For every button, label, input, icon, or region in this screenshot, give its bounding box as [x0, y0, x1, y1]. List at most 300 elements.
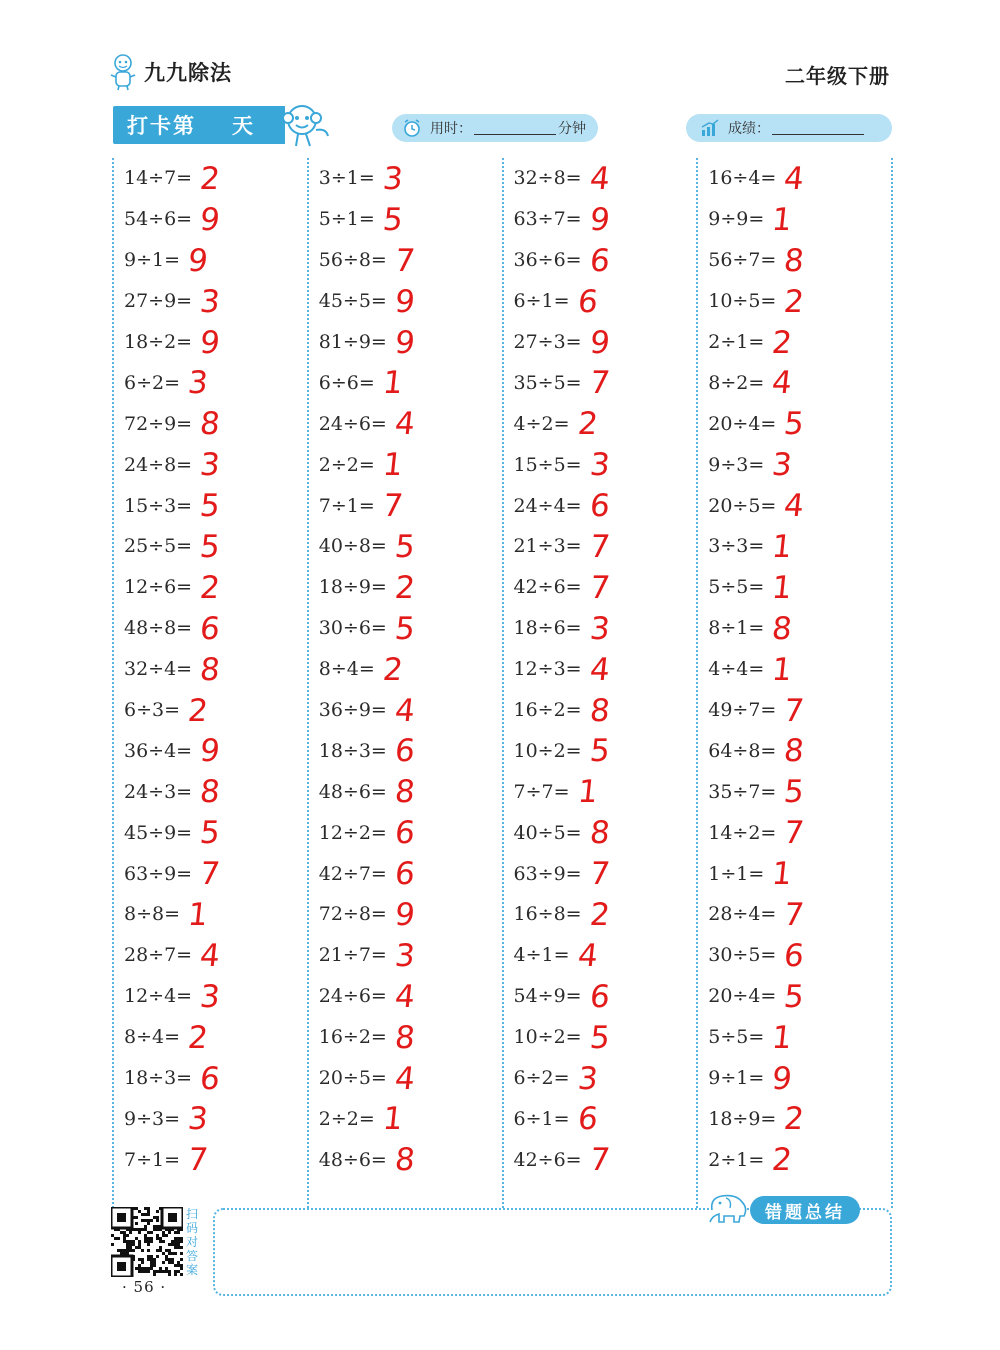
handwritten-answer[interactable]: 1 — [770, 201, 794, 238]
checkin-day-badge — [113, 106, 285, 144]
handwritten-answer[interactable]: 1 — [380, 365, 405, 402]
handwritten-answer[interactable]: 7 — [186, 1142, 210, 1179]
exercise-row — [514, 444, 697, 485]
division-question: 30÷5= — [708, 944, 777, 967]
division-question: 63÷9= — [124, 862, 193, 885]
exercise-row — [514, 608, 697, 649]
handwritten-answer[interactable]: 7 — [587, 856, 612, 893]
division-question: 81÷9= — [318, 331, 387, 353]
exercise-row — [124, 1058, 307, 1099]
division-question: 21÷3= — [513, 535, 582, 558]
exercise-row — [708, 322, 891, 363]
exercise-row — [319, 935, 502, 976]
division-question: 54÷6= — [124, 208, 193, 231]
exercise-row — [514, 690, 697, 731]
division-question: 16÷4= — [708, 167, 777, 190]
exercise-row — [124, 158, 307, 199]
division-question: 24÷6= — [318, 412, 387, 435]
handwritten-answer[interactable]: 7 — [198, 856, 222, 893]
handwritten-answer[interactable]: 5 — [380, 201, 405, 238]
handwritten-answer[interactable]: 2 — [393, 569, 417, 606]
division-question: 42÷6= — [513, 1148, 582, 1171]
handwritten-answer[interactable]: 7 — [782, 896, 807, 933]
handwritten-answer[interactable]: 7 — [587, 365, 612, 402]
exercise-row — [319, 730, 502, 771]
handwritten-answer[interactable]: 4 — [198, 937, 222, 974]
exercise-row — [708, 1017, 891, 1058]
division-question: 20÷4= — [708, 412, 777, 435]
division-question: 72÷8= — [318, 903, 387, 926]
division-question: 2÷2= — [318, 453, 375, 476]
division-question: 5÷5= — [708, 576, 765, 599]
handwritten-answer[interactable]: 1 — [770, 569, 794, 606]
exercise-row — [319, 976, 502, 1017]
exercise-column-3 — [502, 158, 697, 1208]
division-question: 8÷8= — [124, 903, 181, 926]
exercise-row — [708, 894, 891, 935]
handwritten-answer[interactable]: 6 — [782, 937, 807, 974]
division-question: 48÷6= — [318, 780, 387, 803]
exercise-row — [514, 894, 697, 935]
division-question: 2÷2= — [318, 1107, 375, 1130]
exercise-row — [319, 608, 502, 649]
handwritten-answer[interactable]: 2 — [186, 1019, 210, 1056]
handwritten-answer[interactable]: 6 — [393, 815, 417, 852]
exercise-row — [708, 526, 891, 567]
division-question: 24÷3= — [124, 780, 193, 803]
division-question: 8÷4= — [124, 1026, 181, 1049]
division-question: 15÷5= — [513, 453, 582, 476]
handwritten-answer[interactable]: 8 — [782, 242, 807, 279]
exercise-row — [514, 976, 697, 1017]
time-unit: 分钟 — [558, 121, 586, 137]
exercise-row — [319, 240, 502, 281]
division-question: 10÷2= — [513, 739, 582, 762]
division-question: 45÷5= — [318, 290, 387, 313]
division-question: 20÷5= — [318, 1067, 387, 1090]
division-question: 27÷9= — [124, 290, 193, 313]
exercise-row — [124, 771, 307, 812]
handwritten-answer[interactable]: 1 — [770, 856, 794, 893]
division-question: 16÷8= — [513, 903, 582, 926]
division-question: 16÷2= — [318, 1026, 387, 1049]
handwritten-answer[interactable]: 4 — [587, 651, 612, 688]
exercise-row — [514, 403, 697, 444]
handwritten-answer[interactable]: 5 — [782, 978, 807, 1015]
handwritten-answer[interactable]: 3 — [198, 283, 222, 320]
score-field — [686, 114, 892, 142]
handwritten-answer[interactable]: 5 — [393, 528, 417, 565]
division-question: 18÷2= — [124, 331, 193, 353]
handwritten-answer[interactable]: 3 — [587, 610, 612, 647]
handwritten-answer[interactable]: 8 — [198, 406, 222, 443]
exercise-row — [319, 567, 502, 608]
exercise-row — [514, 567, 697, 608]
division-question: 21÷7= — [318, 944, 387, 967]
handwritten-answer[interactable]: 3 — [198, 447, 222, 484]
handwritten-answer[interactable]: 9 — [198, 733, 222, 770]
header-left — [108, 50, 232, 94]
exercise-row — [708, 158, 891, 199]
exercise-row — [708, 199, 891, 240]
monkey-icon — [280, 100, 332, 148]
exercise-row — [124, 403, 307, 444]
division-question: 42÷7= — [318, 862, 387, 885]
division-question: 36÷6= — [513, 249, 582, 272]
exercise-row — [514, 362, 697, 403]
handwritten-answer[interactable]: 1 — [380, 447, 405, 484]
exercise-row — [708, 240, 891, 281]
exercise-row — [708, 1139, 891, 1180]
handwritten-answer[interactable]: 3 — [393, 937, 417, 974]
handwritten-answer[interactable]: 2 — [380, 651, 405, 688]
exercise-row — [708, 608, 891, 649]
exercise-row — [514, 322, 697, 363]
handwritten-answer[interactable]: 6 — [393, 733, 417, 770]
division-question: 1÷1= — [708, 862, 765, 885]
handwritten-answer[interactable]: 1 — [380, 1101, 405, 1138]
division-question: 28÷7= — [124, 944, 193, 967]
handwritten-answer[interactable]: 5 — [782, 774, 807, 811]
division-question: 9÷9= — [708, 208, 765, 231]
handwritten-answer[interactable]: 3 — [186, 365, 210, 402]
division-question: 72÷9= — [124, 412, 193, 435]
division-question: 42÷6= — [513, 576, 582, 599]
exercise-row — [708, 1098, 891, 1139]
handwritten-answer[interactable]: 6 — [575, 1101, 600, 1138]
handwritten-answer[interactable]: 2 — [770, 1142, 794, 1179]
exercise-row — [319, 485, 502, 526]
division-question: 24÷4= — [513, 494, 582, 517]
handwritten-answer[interactable]: 8 — [770, 610, 794, 647]
division-question: 5÷1= — [318, 208, 375, 231]
division-question: 30÷6= — [318, 617, 387, 640]
exercise-row — [124, 362, 307, 403]
division-question: 18÷3= — [124, 1067, 193, 1090]
division-question: 12÷2= — [318, 821, 387, 844]
handwritten-answer[interactable]: 3 — [186, 1101, 210, 1138]
exercise-row — [319, 894, 502, 935]
page-title: 九九除法 — [144, 61, 232, 85]
exercise-row — [124, 812, 307, 853]
exercise-row — [124, 730, 307, 771]
handwritten-answer[interactable]: 8 — [587, 815, 612, 852]
handwritten-answer[interactable]: 7 — [587, 1142, 612, 1179]
handwritten-answer[interactable]: 8 — [198, 774, 222, 811]
division-question: 10÷2= — [513, 1026, 582, 1049]
exercise-row — [514, 1098, 697, 1139]
division-question: 25÷5= — [124, 535, 193, 558]
handwritten-answer[interactable]: 2 — [770, 324, 794, 361]
handwritten-answer[interactable]: 8 — [782, 733, 807, 770]
handwritten-answer[interactable]: 9 — [393, 896, 417, 933]
division-question: 4÷2= — [513, 412, 570, 435]
handwritten-answer[interactable]: 6 — [587, 242, 612, 279]
division-question: 27÷3= — [513, 331, 582, 353]
handwritten-answer[interactable]: 6 — [575, 283, 600, 320]
exercise-row — [124, 322, 307, 363]
exercise-row — [514, 158, 697, 199]
score-blank[interactable] — [772, 121, 864, 135]
exercise-row — [708, 976, 891, 1017]
division-question: 24÷8= — [124, 453, 193, 476]
handwritten-answer[interactable]: 5 — [198, 488, 222, 525]
division-question: 6÷1= — [513, 1107, 570, 1130]
exercise-row — [319, 322, 502, 363]
handwritten-answer[interactable]: 9 — [186, 242, 210, 279]
division-question: 32÷8= — [513, 167, 582, 190]
checkin-label: 打卡第 — [127, 114, 196, 138]
handwritten-answer[interactable]: 9 — [393, 283, 417, 320]
exercise-row — [319, 362, 502, 403]
division-question: 14÷2= — [708, 821, 777, 844]
division-question: 12÷6= — [124, 576, 193, 599]
handwritten-answer[interactable]: 3 — [198, 978, 222, 1015]
handwritten-answer[interactable]: 9 — [198, 201, 222, 238]
handwritten-answer[interactable]: 8 — [587, 692, 612, 729]
exercise-row — [708, 690, 891, 731]
handwritten-answer[interactable]: 1 — [186, 896, 210, 933]
division-question: 64÷8= — [708, 739, 777, 762]
handwritten-answer[interactable]: 6 — [393, 856, 417, 893]
exercise-grid — [112, 158, 893, 1208]
division-question: 35÷5= — [513, 371, 582, 394]
exercise-row — [514, 1017, 697, 1058]
exercise-row — [514, 485, 697, 526]
exercise-row — [319, 649, 502, 690]
division-question: 2÷1= — [708, 1148, 765, 1171]
handwritten-answer[interactable]: 2 — [198, 160, 222, 197]
handwritten-answer[interactable]: 6 — [198, 610, 222, 647]
exercise-row — [124, 1139, 307, 1180]
exercise-row — [319, 526, 502, 567]
division-question: 20÷5= — [708, 494, 777, 517]
handwritten-answer[interactable]: 9 — [198, 324, 222, 361]
division-question: 56÷8= — [318, 249, 387, 272]
exercise-row — [124, 485, 307, 526]
exercise-row — [124, 608, 307, 649]
time-blank[interactable] — [474, 121, 556, 135]
time-label: 用时： — [430, 121, 472, 137]
handwritten-answer[interactable]: 2 — [186, 692, 210, 729]
division-question: 63÷9= — [513, 862, 582, 885]
division-question: 5÷5= — [708, 1026, 765, 1049]
scan-for-answers-label: 扫码对答案 — [186, 1207, 199, 1277]
handwritten-answer[interactable]: 6 — [587, 488, 612, 525]
handwritten-answer[interactable]: 3 — [575, 1060, 600, 1097]
exercise-row — [708, 649, 891, 690]
handwritten-answer[interactable]: 6 — [587, 978, 612, 1015]
time-field — [392, 114, 598, 142]
handwritten-answer[interactable]: 5 — [198, 528, 222, 565]
division-question: 9÷1= — [708, 1067, 765, 1090]
handwritten-answer[interactable]: 3 — [380, 160, 405, 197]
handwritten-answer[interactable]: 8 — [393, 774, 417, 811]
division-question: 4÷4= — [708, 658, 765, 681]
mistakes-summary-badge: 错题总结 — [750, 1196, 860, 1224]
exercise-row — [514, 199, 697, 240]
handwritten-answer[interactable]: 7 — [587, 528, 612, 565]
exercise-row — [124, 894, 307, 935]
handwritten-answer[interactable]: 2 — [587, 896, 612, 933]
exercise-row — [319, 403, 502, 444]
exercise-row — [124, 199, 307, 240]
exercise-column-4 — [696, 158, 891, 1208]
division-question: 24÷6= — [318, 985, 387, 1008]
exercise-row — [319, 281, 502, 322]
exercise-row — [514, 240, 697, 281]
exercise-column-1 — [114, 158, 307, 1208]
exercise-row — [708, 853, 891, 894]
alarm-clock-icon — [402, 118, 422, 138]
handwritten-answer[interactable]: 9 — [587, 201, 612, 238]
division-question: 2÷1= — [708, 331, 765, 353]
exercise-row — [124, 1098, 307, 1139]
handwritten-answer[interactable]: 7 — [782, 692, 807, 729]
handwritten-answer[interactable]: 2 — [782, 1101, 807, 1138]
handwritten-answer[interactable]: 4 — [575, 937, 600, 974]
division-question: 12÷3= — [513, 658, 582, 681]
exercise-row — [124, 240, 307, 281]
handwritten-answer[interactable]: 4 — [393, 692, 417, 729]
bar-chart-icon — [700, 118, 720, 138]
handwritten-answer[interactable]: 5 — [587, 733, 612, 770]
handwritten-answer[interactable]: 8 — [393, 1142, 417, 1179]
exercise-row — [514, 771, 697, 812]
handwritten-answer[interactable]: 2 — [198, 569, 222, 606]
exercise-row — [514, 526, 697, 567]
exercise-row — [708, 812, 891, 853]
exercise-row — [319, 444, 502, 485]
handwritten-answer[interactable]: 4 — [782, 488, 807, 525]
division-question: 18÷9= — [318, 576, 387, 599]
division-question: 49÷7= — [708, 699, 777, 722]
handwritten-answer[interactable]: 7 — [380, 488, 405, 525]
exercise-row — [514, 935, 697, 976]
exercise-row — [708, 444, 891, 485]
handwritten-answer[interactable]: 4 — [587, 160, 612, 197]
handwritten-answer[interactable]: 3 — [770, 447, 794, 484]
handwritten-answer[interactable]: 7 — [587, 569, 612, 606]
division-question: 4÷1= — [513, 944, 570, 967]
handwritten-answer[interactable]: 9 — [770, 1060, 794, 1097]
exercise-row — [319, 158, 502, 199]
exercise-row — [124, 976, 307, 1017]
page-number: · 56 · — [122, 1278, 167, 1296]
qr-code-icon — [111, 1207, 183, 1277]
handwritten-answer[interactable]: 4 — [770, 365, 794, 402]
handwritten-answer[interactable]: 3 — [587, 447, 612, 484]
handwritten-answer[interactable]: 8 — [198, 651, 222, 688]
division-question: 6÷6= — [318, 371, 375, 394]
exercise-row — [514, 1139, 697, 1180]
handwritten-answer[interactable]: 5 — [782, 406, 807, 443]
exercise-row — [514, 281, 697, 322]
exercise-row — [708, 567, 891, 608]
exercise-row — [124, 444, 307, 485]
handwritten-answer[interactable]: 7 — [393, 242, 417, 279]
division-question: 40÷5= — [513, 821, 582, 844]
division-question: 9÷3= — [708, 453, 765, 476]
exercise-row — [124, 1017, 307, 1058]
mascot-icon — [108, 53, 138, 91]
division-question: 8÷2= — [708, 371, 765, 394]
division-question: 7÷1= — [318, 494, 375, 517]
division-question: 40÷8= — [318, 535, 387, 558]
exercise-row — [514, 812, 697, 853]
handwritten-answer[interactable]: 2 — [782, 283, 807, 320]
handwritten-answer[interactable]: 5 — [393, 610, 417, 647]
handwritten-answer[interactable]: 4 — [393, 1060, 417, 1097]
exercise-row — [708, 403, 891, 444]
exercise-row — [319, 771, 502, 812]
handwritten-answer[interactable]: 4 — [393, 406, 417, 443]
division-question: 56÷7= — [708, 249, 777, 272]
exercise-row — [124, 526, 307, 567]
handwritten-answer[interactable]: 8 — [393, 1019, 417, 1056]
division-question: 9÷1= — [124, 249, 181, 272]
division-question: 18÷9= — [708, 1107, 777, 1130]
exercise-row — [514, 1058, 697, 1099]
exercise-row — [514, 853, 697, 894]
exercise-row — [708, 281, 891, 322]
division-question: 6÷2= — [513, 1067, 570, 1090]
division-question: 36÷4= — [124, 739, 193, 762]
handwritten-answer[interactable]: 5 — [198, 815, 222, 852]
exercise-row — [319, 199, 502, 240]
exercise-column-2 — [307, 158, 502, 1208]
division-question: 16÷2= — [513, 699, 582, 722]
exercise-row — [319, 1017, 502, 1058]
exercise-row — [708, 485, 891, 526]
division-question: 63÷7= — [513, 208, 582, 231]
handwritten-answer[interactable]: 4 — [393, 978, 417, 1015]
checkin-day-label: 天 — [232, 114, 255, 138]
handwritten-answer[interactable]: 2 — [575, 406, 600, 443]
handwritten-answer[interactable]: 1 — [770, 528, 794, 565]
division-question: 14÷7= — [124, 167, 193, 190]
handwritten-answer[interactable]: 4 — [782, 160, 807, 197]
handwritten-answer[interactable]: 9 — [393, 324, 417, 361]
division-question: 10÷5= — [708, 290, 777, 313]
division-question: 8÷4= — [318, 658, 375, 681]
exercise-row — [124, 649, 307, 690]
handwritten-answer[interactable]: 9 — [587, 324, 612, 361]
division-question: 54÷9= — [513, 985, 582, 1008]
handwritten-answer[interactable]: 1 — [770, 651, 794, 688]
handwritten-answer[interactable]: 1 — [770, 1019, 794, 1056]
division-question: 28÷4= — [708, 903, 777, 926]
handwritten-answer[interactable]: 5 — [587, 1019, 612, 1056]
handwritten-answer[interactable]: 1 — [575, 774, 600, 811]
exercise-row — [708, 1058, 891, 1099]
exercise-row — [319, 690, 502, 731]
division-question: 32÷4= — [124, 658, 193, 681]
division-question: 45÷9= — [124, 821, 193, 844]
exercise-row — [708, 362, 891, 403]
division-question: 6÷1= — [513, 290, 570, 313]
handwritten-answer[interactable]: 7 — [782, 815, 807, 852]
exercise-row — [124, 567, 307, 608]
exercise-row — [708, 935, 891, 976]
exercise-row — [124, 281, 307, 322]
division-question: 18÷6= — [513, 617, 582, 640]
division-question: 6÷2= — [124, 371, 181, 394]
handwritten-answer[interactable]: 6 — [198, 1060, 222, 1097]
exercise-row — [124, 690, 307, 731]
division-question: 12÷4= — [124, 985, 193, 1008]
grade-label: 二年级下册 — [785, 64, 890, 88]
